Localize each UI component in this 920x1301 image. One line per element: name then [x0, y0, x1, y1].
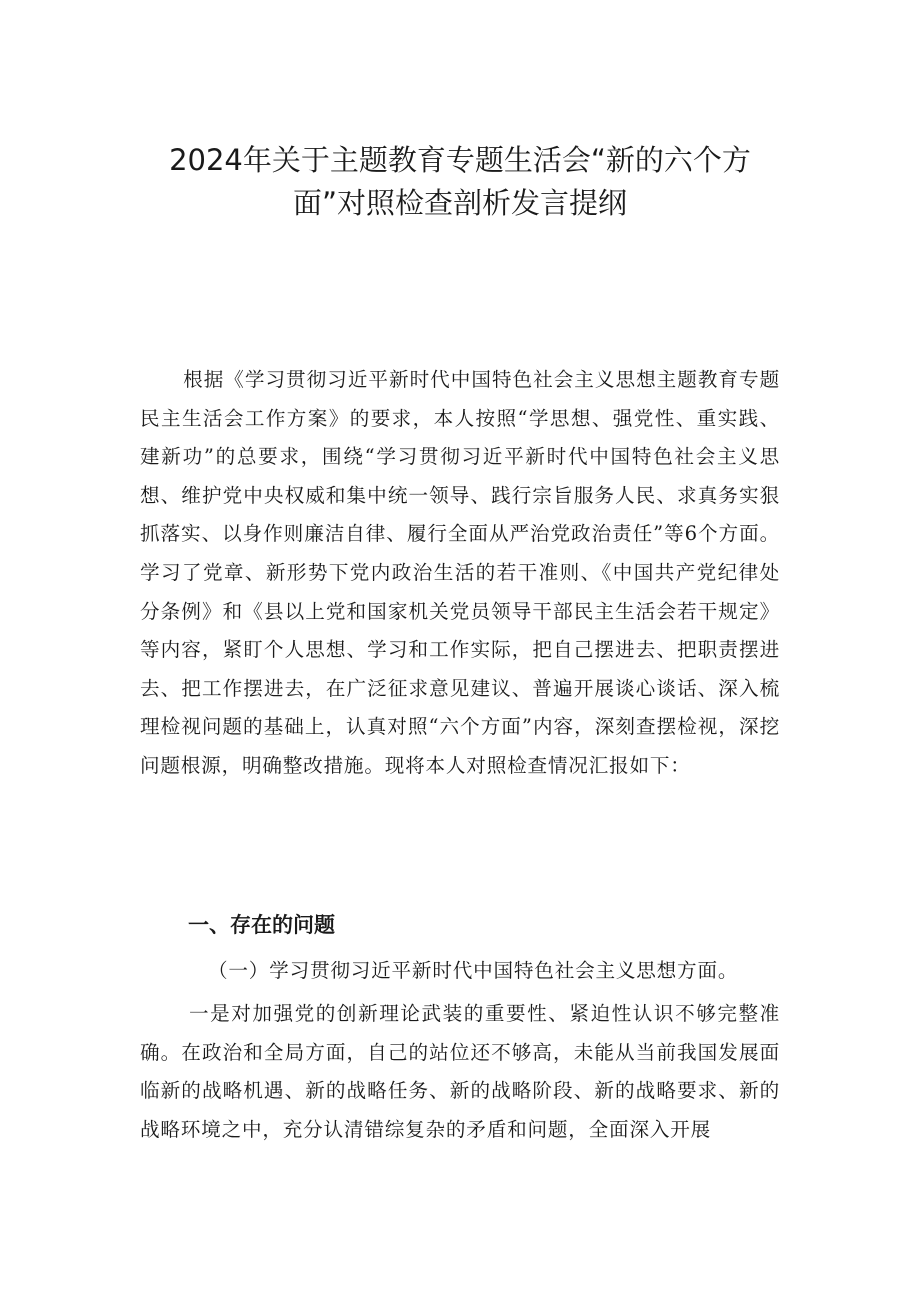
document-title-line-2: 面”对照检查剖析发言提纲 — [292, 186, 628, 220]
point-paragraph: 一是对加强党的创新理论武装的重要性、紧迫性认识不够完整准确。在政治和全局方面，自己的站位还不够高，未能从当前我国发展面临新的战略机遇、新的战略任务、新的战略阶段、新的战略要求、新的战略环境之中，充分认清错综复杂的矛盾和问题，全面深入开展 — [140, 1002, 780, 1141]
subsection-heading: （一）学习贯彻习近平新时代中国特色社会主义思想方面。 — [208, 959, 739, 982]
document-title-line-1: 2024年关于主题教育专题生活会“新的六个方 — [169, 143, 751, 177]
intro-paragraph: 根据《学习贯彻习近平新时代中国特色社会主义思想主题教育专题民主生活会工作方案》的要求，本人按照“学思想、强党性、重实践、建新功”的总要求，围绕“学习贯彻习近平新时代中国特色社会主义思想、维护党中央权威和集中统一领导、践行宗旨服务人民、求真务实狠抓落实、以身作则廉洁自律、履行全面从严治党政治责任”等6个方面。学习了党章、新形势下党内政治生活的若干准则、《中国共产党纪律处分条例》和《县以上党和国家机关党员领导干部民主生活会若干规定》等内容，紧盯个人思想、学习和工作实际，把自己摆进去、把职责摆进去、把工作摆进去，在广泛征求意见建议、普遍开展谈心谈话、深入梳理检视问题的基础上，认真对照“六个方面”内容，深刻查摆检视，深挖问题根源，明确整改措施。现将本人对照检查情况汇报如下： — [140, 368, 780, 777]
section-heading: 一、存在的问题 — [188, 913, 335, 937]
